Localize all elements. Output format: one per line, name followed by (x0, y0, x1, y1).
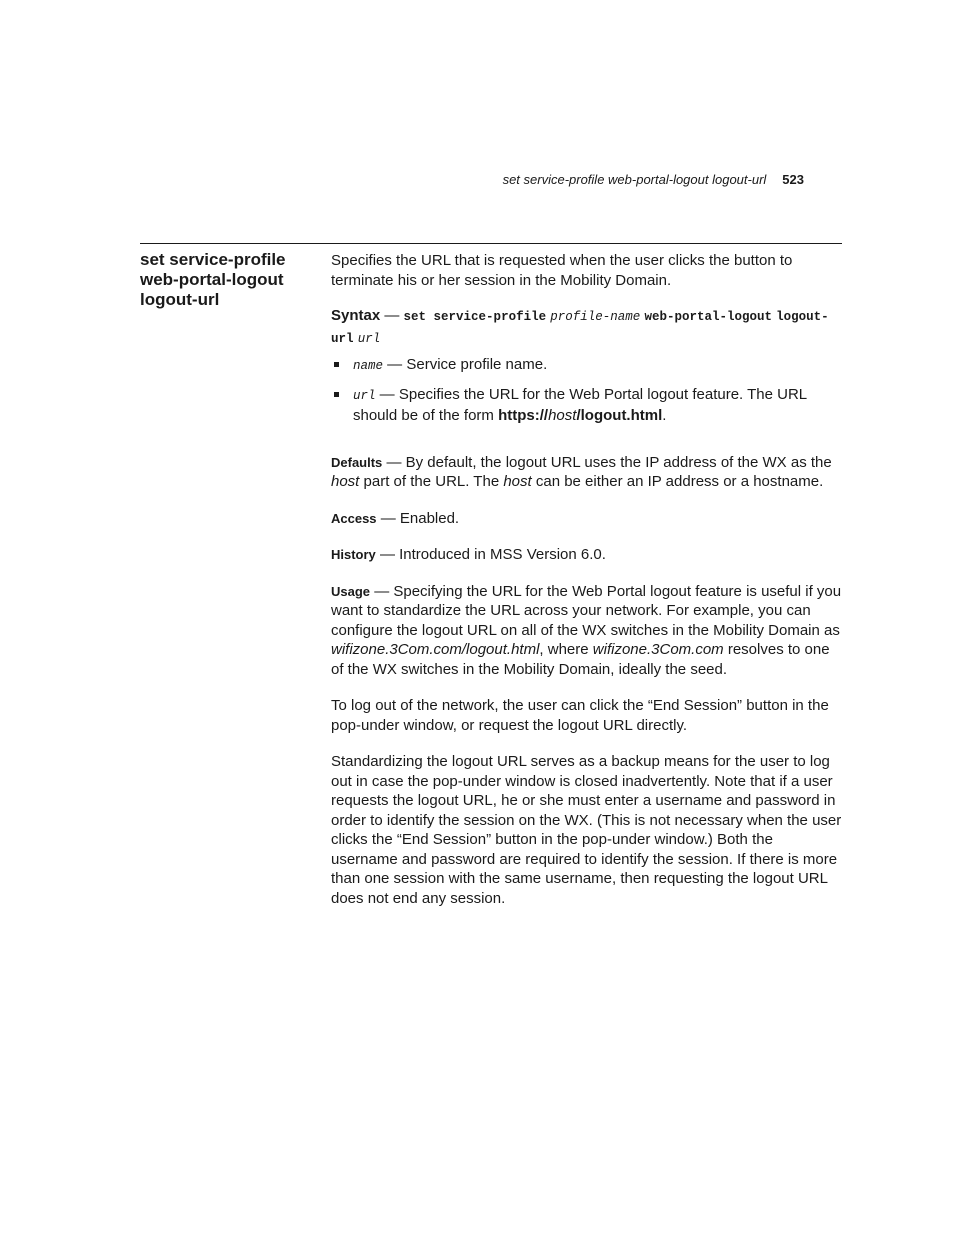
param-name: url (353, 388, 376, 403)
list-item (331, 355, 842, 377)
list-item (331, 385, 842, 426)
usage-emphasis: wifizone.3Com.com/logout.html (331, 641, 540, 658)
page-number: 523 (782, 172, 804, 187)
param-desc: — Specifies the URL for the Web Portal logout feature. The URL should be of the form (353, 385, 807, 424)
command-heading-line: set service-profile (140, 250, 286, 269)
section-divider (140, 243, 842, 244)
command-heading-line: logout-url (140, 290, 220, 309)
command-heading (140, 250, 320, 310)
usage-paragraph (331, 582, 842, 680)
defaults-paragraph (331, 453, 842, 492)
syntax-arg: profile-name (550, 310, 641, 324)
history-label: History (331, 547, 376, 562)
syntax-label: Syntax (331, 307, 381, 324)
history-text: — Introduced in MSS Version 6.0. (375, 546, 606, 563)
bullet-icon (334, 362, 339, 367)
syntax-arg: url (357, 331, 381, 346)
history-paragraph (331, 545, 842, 565)
command-body (331, 251, 842, 908)
body-paragraph: To log out of the network, the user can click the “End Session” button in the pop-under window, or request the logout URL directly. (331, 697, 829, 734)
body-paragraph: Standardizing the logout URL serves as a backup means for the user to log out in case the pop-under window is closed inadvertently. Note that if a user requests the logout URL, he or she must enter a username and password in order to identify the session on the WX. (This is not necessary when the user clicks the “End Session” button in the pop-under window.) Both the username and password are required to identify the session. If there is more than one session with the same username, then requesting the logout URL does not end any session. (331, 753, 842, 907)
param-desc: — Service profile name. (383, 356, 548, 373)
access-text: — Enabled. (376, 509, 460, 527)
defaults-text: — By default, the logout URL uses the IP address of the WX as the (382, 453, 832, 471)
defaults-emphasis: host (503, 473, 532, 490)
usage-label: Usage (331, 583, 371, 599)
defaults-emphasis: host (331, 473, 360, 490)
bullet-icon (334, 392, 339, 397)
usage-text: — Specifying the URL for the Web Portal logout feature is useful if you want to standardize the URL across your network. For example, you can configure the logout URL on all of the WX switches in the Mobility Domain as (331, 582, 842, 639)
access-label: Access (331, 510, 377, 526)
defaults-label: Defaults (331, 454, 383, 470)
syntax-command: set service-profile (403, 310, 547, 324)
parameter-list (331, 355, 842, 426)
defaults-text: part of the URL. The (359, 473, 504, 490)
url-form-scheme: https:// (498, 407, 549, 424)
command-heading-line: web-portal-logout (140, 270, 284, 289)
running-header-title: set service-profile web-portal-logout logout-url (502, 172, 767, 187)
url-form-host: host (548, 407, 577, 424)
param-name: name (353, 359, 384, 373)
syntax-command: logout-url (331, 310, 829, 346)
syntax-dash: — (380, 307, 404, 324)
syntax-line (331, 306, 842, 349)
access-paragraph (331, 509, 842, 529)
url-form-path: /logout.html (576, 407, 663, 424)
url-form-end: . (662, 407, 667, 424)
usage-text: , where (539, 641, 593, 658)
description: Specifies the URL that is requested when the user clicks the button to terminate his or her session in the Mobility Domain. (331, 252, 793, 289)
syntax-command: web-portal-logout (644, 310, 772, 324)
defaults-text: can be either an IP address or a hostname. (531, 473, 824, 490)
running-header (503, 171, 804, 189)
usage-emphasis: wifizone.3Com.com (592, 641, 724, 658)
usage-text: resolves to one of the WX switches in the Mobility Domain, ideally the seed. (331, 641, 830, 678)
